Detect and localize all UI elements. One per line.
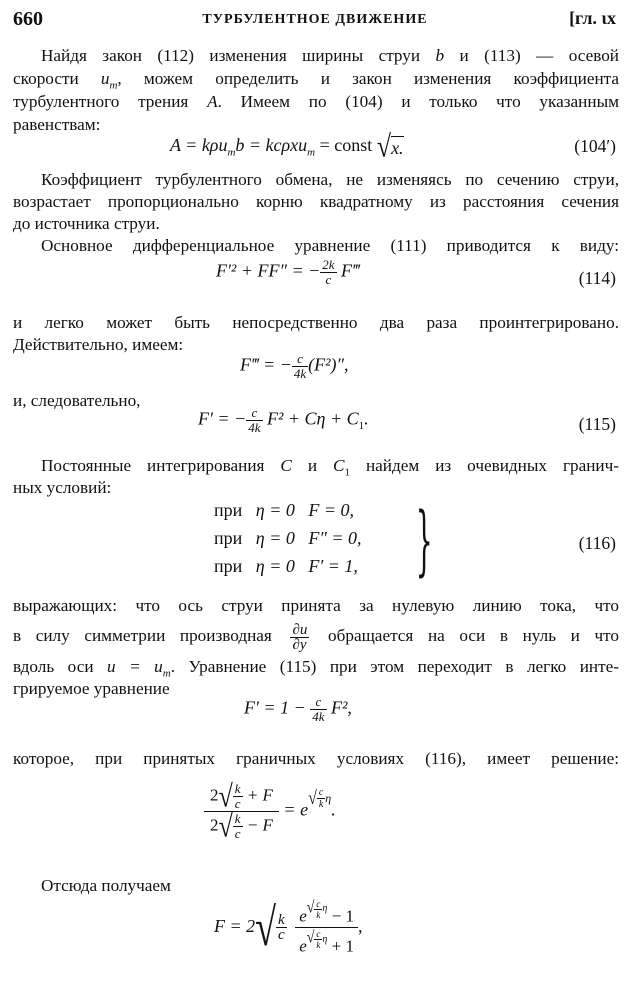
equation-104-prime: A = kρu$_m$b = kcρxu$_m$ = const √x.	[170, 129, 404, 164]
para5-line1: и, следовательно,	[13, 391, 141, 410]
sqrt-symbol: √	[376, 129, 392, 164]
right-brace: }	[415, 495, 433, 584]
para4-line1: и легко может быть непосредственно два раза проинтегрировано.	[13, 313, 619, 332]
para6-line2: ных условий:	[13, 478, 112, 497]
para1-line2: скорости $u_m$, можем определить и закон изменения коэффициента	[13, 69, 620, 92]
equation-third-derivative: F‴ = − $\frac{c}{4k}$ (F²)″,	[240, 351, 349, 381]
condition-row: при η = 0 F = 0,	[214, 500, 354, 520]
para2-line3: до источника струи.	[13, 214, 160, 233]
para7-line4: грируемое уравнение	[13, 679, 170, 698]
para1-line4: равенствам:	[13, 115, 101, 134]
equation-label-115: (115)	[578, 414, 616, 434]
equation-solution: 2√ $\frac{k}{c}$ + F 2√ $\frac{k}{c}$ − F = $e^{√ \frac{c}{k} \eta}$.	[204, 782, 336, 841]
chapter-label: [гл. ιх	[569, 8, 616, 28]
condition-row: при η = 0 F″ = 0,	[214, 528, 362, 548]
para1-line1: Найдя закон (112) изменения ширины струи b и (113) — осевой	[41, 46, 619, 65]
equation-label-114: (114)	[578, 268, 616, 288]
equation-114: F′² + FF″ = − $\frac{2k}{c}$ F‴	[216, 257, 360, 287]
equation-integrable: F′ = 1 − $\frac{c}{4k}$ F²,	[244, 694, 352, 724]
equation-label-116: (116)	[578, 533, 616, 553]
para2-line2: возрастает пропорционально корню квадратному из расстояния сечения	[13, 192, 619, 211]
para2-line1: Коэффициент турбулентного обмена, не изменяясь по сечению струи,	[41, 170, 619, 189]
para7-line1: выражающих: что ось струи принята за нулевую линию тока, что	[13, 596, 619, 615]
para4-line2: Действительно, имеем:	[13, 335, 184, 354]
para7-line2: в силу симметрии производная $\frac{\partial u}{\partial y}$ обращается на оси в нуль и что	[13, 621, 620, 653]
para3-line1: Основное дифференциальное уравнение (111) приводится к виду:	[41, 236, 619, 255]
condition-row: при η = 0 F′ = 1,	[214, 556, 358, 576]
para7-line3: вдоль оси $u = u_m$. Уравнение (115) при этом переходит в легко инте-	[13, 657, 619, 680]
para6-line1: Постоянные интегрирования C и $C_1$ найдем из очевидных гранич-	[41, 456, 619, 479]
page-number: 660	[13, 8, 43, 30]
para8-line1: которое, при принятых граничных условиях (116), имеет решение:	[13, 749, 619, 768]
equation-115: F′ = − $\frac{c}{4k}$ $F^2 + C\eta + C_1$.	[198, 405, 369, 435]
equation-label-104-prime: (104′)	[574, 136, 616, 156]
running-title: ТУРБУЛЕНТНОЕ ДВИЖЕНИЕ	[202, 12, 428, 27]
equation-final: F = 2√ $\frac{k}{c}$ $e^{√ \frac{c}{k} \eta} - 1$ $e^{√ \frac{c}{k} \eta} + 1$ ,	[214, 898, 363, 958]
para9-line1: Отсюда получаем	[41, 876, 171, 895]
para1-line3: турбулентного трения A. Имеем по (104) и только что указанным	[13, 92, 619, 111]
